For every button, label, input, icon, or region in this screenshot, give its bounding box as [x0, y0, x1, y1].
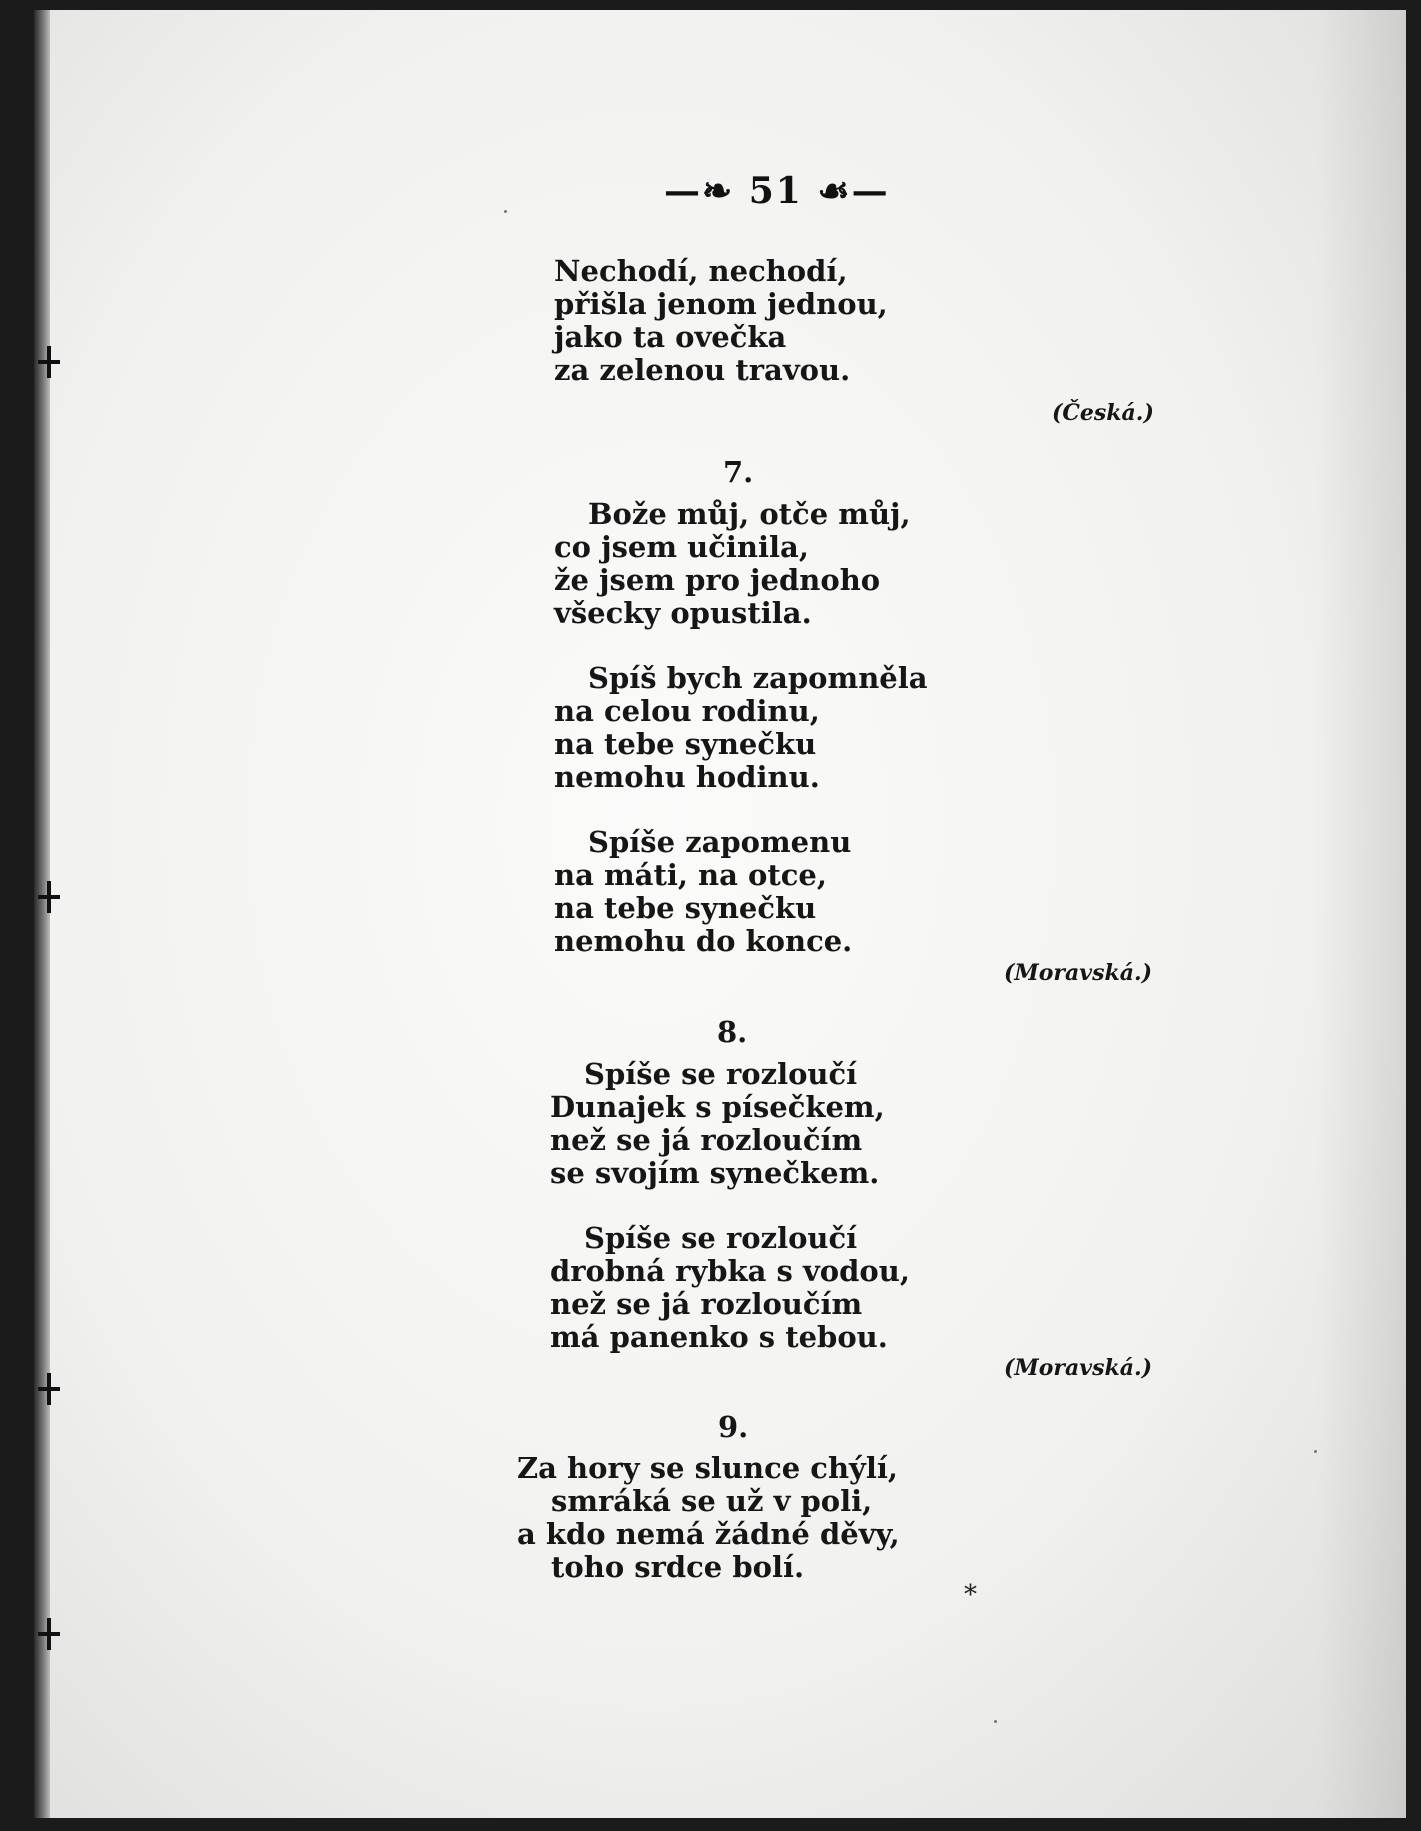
- asterisk-mark: *: [964, 1580, 977, 1610]
- origin-note: (Moravská.): [1004, 960, 1153, 986]
- binding-stitch: [38, 1632, 60, 1636]
- stanza: [550, 1222, 910, 1354]
- stanza: [554, 826, 852, 958]
- intro-stanza: [554, 255, 888, 387]
- verse-line: než se já rozloučím: [550, 1287, 863, 1321]
- section-number: 9.: [718, 1410, 749, 1444]
- page-number: —❧ 51 ☙—: [664, 170, 890, 212]
- verse-line: a kdo nemá žádné děvy,: [517, 1517, 900, 1551]
- verse-line: Bože můj, otče můj,: [588, 497, 911, 531]
- verse-line: že jsem pro jednoho: [554, 563, 881, 597]
- verse-line: Dunajek s písečkem,: [550, 1090, 885, 1124]
- page-edge-shadow: [1316, 10, 1406, 1818]
- verse-line: jako ta ovečka: [554, 320, 787, 354]
- verse-line: má panenko s tebou.: [550, 1320, 888, 1354]
- verse-line: se svojím synečkem.: [550, 1156, 880, 1190]
- verse-line: za zelenou travou.: [554, 353, 851, 387]
- section-number: 7.: [723, 455, 754, 489]
- binding-stitch: [38, 360, 60, 364]
- verse-line: na tebe synečku: [554, 727, 817, 761]
- verse-line: drobná rybka s vodou,: [550, 1254, 910, 1288]
- verse-line: Za hory se slunce chýlí,: [517, 1451, 899, 1485]
- verse-line: na celou rodinu,: [554, 694, 820, 728]
- verse-line: než se já rozloučím: [550, 1123, 863, 1157]
- binding-stitch: [38, 1387, 60, 1391]
- verse-line: Spíše zapomenu: [588, 825, 852, 859]
- origin-note: (Moravská.): [1004, 1355, 1153, 1381]
- binding-stitch: [38, 895, 60, 899]
- section-number: 8.: [717, 1015, 748, 1049]
- paper-speck: [504, 210, 507, 213]
- origin-note: (Česká.): [1052, 400, 1154, 426]
- verse-line: Spíše se rozloučí: [584, 1221, 858, 1255]
- verse-line: nemohu do konce.: [554, 924, 853, 958]
- stanza: [554, 498, 911, 630]
- verse-line: přišla jenom jednou,: [554, 287, 888, 321]
- verse-line: Spíš bych zapomněla: [588, 661, 928, 695]
- verse-line: smráká se už v poli,: [551, 1484, 873, 1518]
- verse-line: na tebe synečku: [554, 891, 817, 925]
- verse-line: na máti, na otce,: [554, 858, 827, 892]
- verse-line: Nechodí, nechodí,: [554, 254, 848, 288]
- paper-speck: [1314, 1450, 1317, 1453]
- stanza: [550, 1058, 885, 1190]
- stanza: [554, 662, 928, 794]
- stanza: [517, 1452, 900, 1584]
- book-page: [34, 10, 1406, 1818]
- verse-line: všecky opustila.: [554, 596, 812, 630]
- verse-line: Spíše se rozloučí: [584, 1057, 858, 1091]
- paper-speck: [994, 1720, 997, 1723]
- verse-line: nemohu hodinu.: [554, 760, 820, 794]
- book-spine: [34, 10, 50, 1818]
- verse-line: co jsem učinila,: [554, 530, 809, 564]
- verse-line: toho srdce bolí.: [551, 1550, 805, 1584]
